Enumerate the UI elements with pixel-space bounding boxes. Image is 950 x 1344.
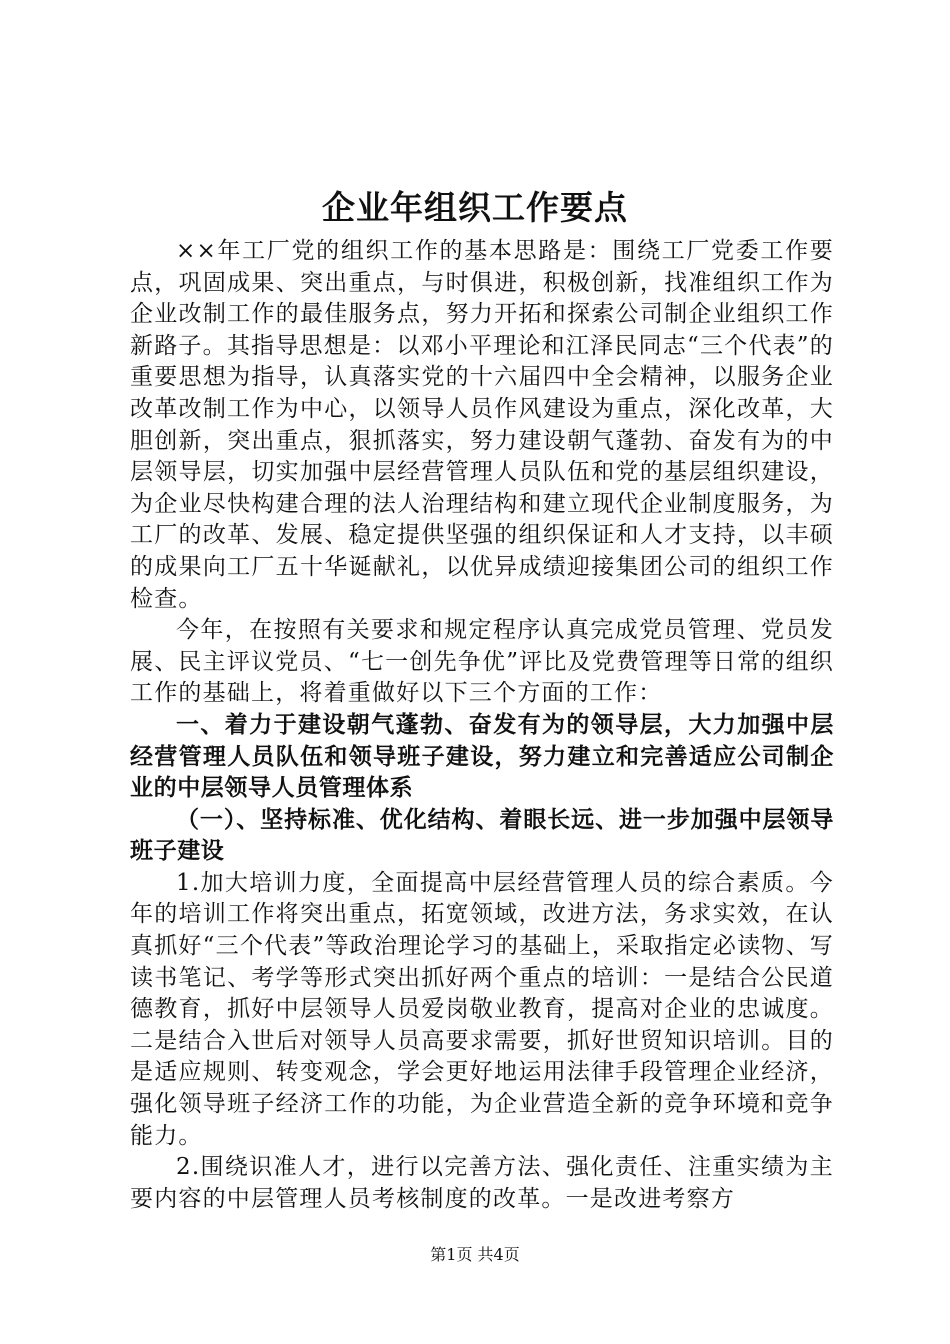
section-heading-1: 一、着力于建设朝气蓬勃、奋发有为的领导层，大力加强中层经营管理人员队伍和领导班子建设，努力建立和完善适应公司制企业的中层领导人员管理体系 <box>130 711 834 802</box>
document-title: 企业年组织工作要点 <box>322 188 628 227</box>
paragraph-this-year: 今年，在按照有关要求和规定程序认真完成党员管理、党员发展、民主评议党员、“七一创先争优”评比及党费管理等日常的组织工作的基础上，将着重做好以下三个方面的工作： <box>130 617 834 707</box>
page-footer: 第1页 共4页 <box>430 1245 520 1264</box>
paragraph-item-1: 1.加大培训力度，全面提高中层经营管理人员的综合素质。今年的培训工作将突出重点，拓宽领域，改进方法，务求实效，在认真抓好“三个代表”等政治理论学习的基础上，采取指定必读物、写读书笔记、考学等形式突出抓好两个重点的培训：一是结合公民道德教育，抓好中层领导人员爱岗敬业教育，提高对企业的忠诚度。二是结合入世后对领导人员高要求需要，抓好世贸知识培训。目的是适应规则、转变观念，学会更好地运用法律手段管理企业经济，强化领导班子经济工作的功能，为企业营造全新的竞争环境和竞争能力。 <box>130 869 834 1149</box>
subsection-heading-1: （一）、坚持标准、优化结构、着眼长远、进一步加强中层领导班子建设 <box>130 806 834 865</box>
paragraph-item-2: 2.围绕识准人才，进行以完善方法、强化责任、注重实绩为主要内容的中层管理人员考核制度的改革。一是改进考察方 <box>130 1154 834 1212</box>
paragraph-intro: ××年工厂党的组织工作的基本思路是：围绕工厂党委工作要点，巩固成果、突出重点，与时俱进，积极创新，找准组织工作为企业改制工作的最佳服务点，努力开拓和探索公司制企业组织工作新路子。其指导思想是：以邓小平理论和江泽民同志“三个代表”的重要思想为指导，认真落实党的十六届四中全会精神，以服务企业改革改制工作为中心，以领导人员作风建设为重点，深化改革，大胆创新，突出重点，狠抓落实，努力建设朝气蓬勃、奋发有为的中层领导层，切实加强中层经营管理人员队伍和党的基层组织建设，为企业尽快构建合理的法人治理结构和建立现代企业制度服务，为工厂的改革、发展、稳定提供坚强的组织保证和人才支持，以丰硕的成果向工厂五十华诞献礼，以优异成绩迎接集团公司的组织工作检查。 <box>130 238 834 612</box>
document-body <box>130 236 834 1215</box>
